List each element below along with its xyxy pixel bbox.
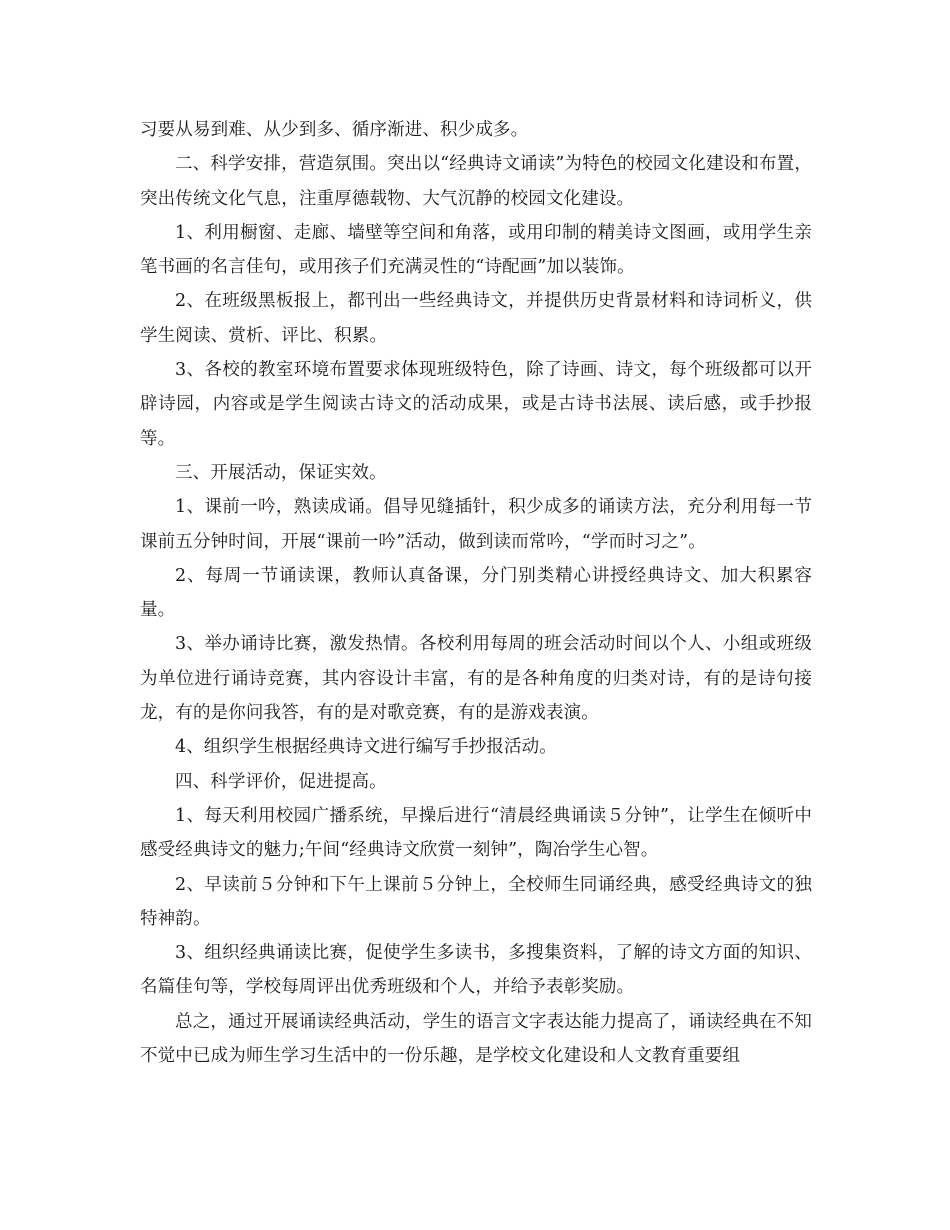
paragraph: 二、科学安排，营造氛围。突出以“经典诗文诵读”为特色的校园文化建设和布置，突出传统文化气息，注重厚德载物、大气沉静的校园文化建设。 (140, 154, 812, 209)
paragraph: 1、每天利用校园广播系统，早操后进行“清晨经典诵读５分钟”，让学生在倾听中感受经典诗文的魅力;午间“经典诗文欣赏一刻钟”，陶冶学生心智。 (140, 805, 812, 861)
paragraph: 2、在班级黑板报上，都刊出一些经典诗文，并提供历史背景材料和诗词析义，供学生阅读、赏析、评比、积累。 (140, 291, 812, 346)
paragraph: 四、科学评价，促进提高。 (175, 771, 387, 792)
paragraph: 3、举办诵诗比赛，激发热情。各校利用每周的班会活动时间以个人、小组或班级为单位进行诵诗竞赛，其内容设计丰富，有的是各种角度的归类对诗，有的是诗句接龙，有的是你问我答，有的是对歌竞赛，有的是游戏表演。 (140, 634, 812, 724)
paragraph: 1、课前一吟，熟读成诵。倡导见缝插针，积少成多的诵读方法，充分利用每一节课前五分钟时间，开展“课前一吟”活动，做到读而常吟，“学而时习之”。 (140, 497, 812, 552)
paragraph: 习要从易到难、从少到多、循序渐进、积少成多。 (140, 120, 529, 140)
paragraph: 2、早读前５分钟和下午上课前５分钟上，全校师生同诵经典，感受经典诗文的独特神韵。 (140, 874, 812, 929)
paragraph: 4、组织学生根据经典诗文进行编写手抄报活动。 (175, 737, 557, 758)
paragraph: 三、开展活动，保证实效。 (175, 462, 387, 483)
paragraph: 3、组织经典诵读比赛，促使学生多读书，多搜集资料，了解的诗文方面的知识、名篇佳句等，学校每周评出优秀班级和个人，并给予表彰奖励。 (140, 943, 812, 998)
paragraph: 总之，通过开展诵读经典活动，学生的语言文字表达能力提高了，诵读经典在不知不觉中已成为师生学习生活中的一份乐趣，是学校文化建设和人文教育重要组 (140, 1011, 812, 1067)
document-body (140, 113, 812, 1073)
paragraph: 2、每周一节诵读课，教师认真备课，分门别类精心讲授经典诗文、加大积累容量。 (140, 565, 812, 621)
paragraph: 3、各校的教室环境布置要求体现班级特色，除了诗画、诗文，每个班级都可以开辟诗园，内容或是学生阅读古诗文的活动成果，或是古诗书法展、读后感，或手抄报等。 (140, 360, 812, 449)
paragraph: 1、利用橱窗、走廊、墙壁等空间和角落，或用印制的精美诗文图画，或用学生亲笔书画的名言佳句，或用孩子们充满灵性的“诗配画”加以装饰。 (140, 222, 812, 278)
